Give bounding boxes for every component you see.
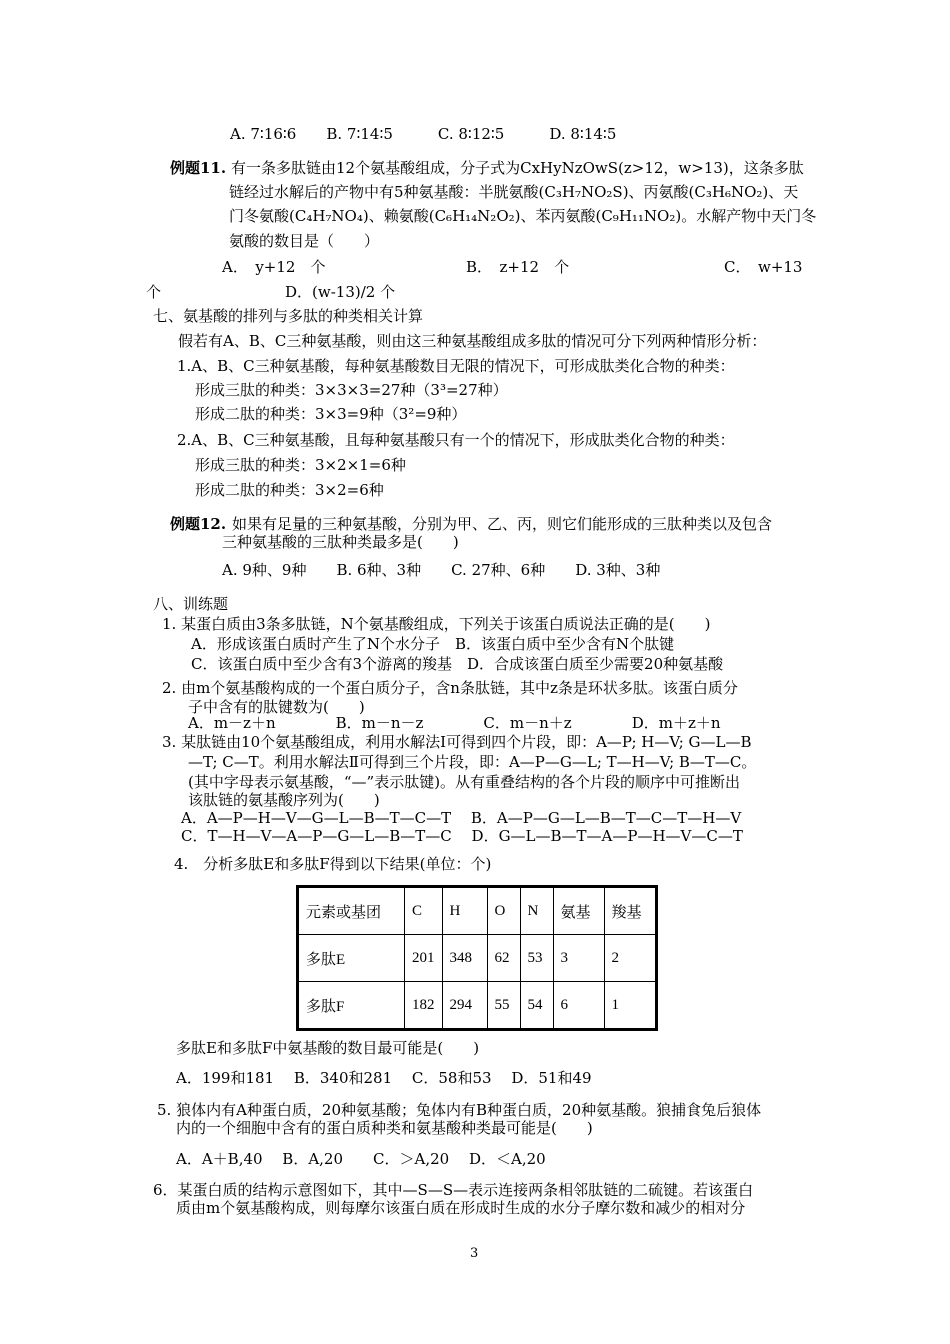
table-header-cell: N: [520, 887, 553, 935]
table-header-cell: 氨基: [553, 887, 604, 935]
example-11-option-b: B． z+12 个: [466, 258, 570, 276]
table-cell: 54: [520, 982, 553, 1030]
q4-stem: 4. 分析多肽E和多肽F得到以下结果(单位：个): [174, 855, 492, 873]
q2-options: A．m－z＋n B．m－n－z C．m－n＋z D．m＋z＋n: [188, 714, 721, 732]
q2-stem-line2: 子中含有的肽键数为( ): [188, 698, 365, 716]
q4-options: A．199和181 B．340和281 C．58和53 D．51和49: [176, 1069, 592, 1087]
table-cell: 62: [487, 935, 520, 982]
section-8-heading: 八、训练题: [153, 595, 229, 613]
section-7-case-2: 2.A、B、C三种氨基酸，且每种氨基酸只有一个的情况下，形成肽类化合物的种类：: [177, 431, 735, 449]
section-7-case-1-tripeptide: 形成三肽的种类：3×3×3=27种（3³=27种）: [195, 381, 508, 399]
table-cell: 55: [487, 982, 520, 1030]
table-cell: 182: [405, 982, 443, 1030]
section-7-heading: 七、氨基酸的排列与多肽的种类相关计算: [153, 307, 424, 325]
table-header-row: [298, 887, 657, 935]
example-12-label: 例题12.: [170, 515, 227, 533]
table-cell: 348: [442, 935, 487, 982]
table-cell: 201: [405, 935, 443, 982]
table-cell: 1: [604, 982, 656, 1030]
q3-stem-line3: (其中字母表示氨基酸，“—”表示肽键)。从有重叠结构的各个片段的顺序中可推断出: [188, 773, 741, 791]
section-7-case-1: 1.A、B、C三种氨基酸，每种氨基酸数目无限的情况下，可形成肽类化合物的种类：: [177, 357, 735, 375]
table-header-cell: H: [442, 887, 487, 935]
example-11-label: 例题11.: [170, 159, 227, 177]
table-row: [298, 935, 657, 982]
q3-options-cd: C．T—H—V—A—P—G—L—B—T—C D．G—L—B—T—A—P—H—V—C—T: [181, 827, 743, 845]
q6-stem-line1: 6．某蛋白质的结构示意图如下，其中—S—S—表示连接两条相邻肽链的二硫键。若该蛋白: [153, 1181, 754, 1199]
table-cell: 3: [553, 935, 604, 982]
q1-stem: 1. 某蛋白质由3条多肽链，N个氨基酸组成，下列关于该蛋白质说法正确的是( ): [162, 615, 711, 633]
q1-options-cd: C．该蛋白质中至少含有3个游离的羧基 D．合成该蛋白质至少需要20种氨基酸: [191, 655, 724, 673]
peptide-composition-table: [296, 885, 658, 1031]
q1-options-ab: A．形成该蛋白质时产生了N个水分子 B．该蛋白质中至少含有N个肽键: [191, 635, 675, 653]
table-header-cell: O: [487, 887, 520, 935]
example-12-options: A. 9种、9种 B. 6种、3种 C. 27种、6种 D. 3种、3种: [222, 561, 661, 579]
table-cell: 多肽E: [298, 935, 405, 982]
table-row: [298, 982, 657, 1030]
q10-options: A. 7∶16∶6 B. 7∶14∶5 C. 8∶12∶5 D. 8∶14∶5: [230, 125, 617, 143]
table-cell: 2: [604, 935, 656, 982]
example-11-line3: 门冬氨酸(C₄H₇NO₄)、赖氨酸(C₆H₁₄N₂O₂)、苯丙氨酸(C₉H₁₁NO₂)。水解产物中天门冬: [229, 207, 817, 225]
table-cell: 多肽F: [298, 982, 405, 1030]
table-cell: 294: [442, 982, 487, 1030]
example-11-option-d: D．(w-13)/2 个: [285, 283, 396, 301]
example-11-line2: 链经过水解后的产物中有5种氨基酸：半胱氨酸(C₃H₇NO₂S)、丙氨酸(C₃H₆NO₂)、天: [229, 183, 799, 201]
table-cell: 6: [553, 982, 604, 1030]
q3-stem-line2: —T; C—T。利用水解法Ⅱ可得到三个片段，即：A—P—G—L; T—H—V; B—T—C。: [188, 753, 757, 771]
table-header-cell: 元素或基团: [298, 887, 405, 935]
example-11-option-c-unit: 个: [146, 283, 162, 301]
q3-stem-line4: 该肽链的氨基酸序列为( ): [188, 791, 380, 809]
example-12-line2: 三种氨基酸的三肽种类最多是( ): [222, 533, 459, 551]
example-11-option-c: C． w+13: [724, 258, 803, 276]
table-header-cell: C: [405, 887, 443, 935]
page-number: 3: [470, 1246, 479, 1261]
q3-stem-line1: 3. 某肽链由10个氨基酸组成，利用水解法Ⅰ可得到四个片段，即：A—P; H—V; G—L—B: [162, 733, 752, 751]
q5-stem-line2: 内的一个细胞中含有的蛋白质种类和氨基酸种类最可能是( ): [176, 1119, 593, 1137]
q5-options: A．A＋B,40 B．A,20 C．＞A,20 D．＜A,20: [176, 1150, 546, 1168]
table-cell: 53: [520, 935, 553, 982]
q2-stem-line1: 2. 由m个氨基酸构成的一个蛋白质分子，含n条肽链，其中z条是环状多肽。该蛋白质分: [162, 679, 738, 697]
table-header-cell: 羧基: [604, 887, 656, 935]
example-11-option-a: A． y+12 个: [222, 258, 326, 276]
q3-options-ab: A．A—P—H—V—G—L—B—T—C—T B．A—P—G—L—B—T—C—T—H—V: [181, 809, 742, 827]
example-12-line1: 如果有足量的三种氨基酸，分别为甲、乙、丙，则它们能形成的三肽种类以及包含: [232, 515, 773, 533]
q4-question: 多肽E和多肽F中氨基酸的数目最可能是( ): [176, 1039, 480, 1057]
example-11-line4: 氨酸的数目是（ ）: [229, 232, 380, 250]
q6-stem-line2: 质由m个氨基酸构成，则每摩尔该蛋白质在形成时生成的水分子摩尔数和减少的相对分: [176, 1199, 746, 1217]
q5-stem-line1: 5. 狼体内有A种蛋白质，20种氨基酸；兔体内有B种蛋白质，20种氨基酸。狼捕食兔后狼体: [157, 1101, 762, 1119]
section-7-case-2-tripeptide: 形成三肽的种类：3×2×1=6种: [195, 456, 406, 474]
example-11-line1: 有一条多肽链由12个氨基酸组成，分子式为CxHyNzOwS(z>12，w>13)，这条多肽: [231, 159, 804, 177]
section-7-case-1-dipeptide: 形成二肽的种类：3×3=9种（3²=9种）: [195, 405, 467, 423]
section-7-case-2-dipeptide: 形成二肽的种类：3×2=6种: [195, 481, 384, 499]
section-7-intro: 假若有A、B、C三种氨基酸，则由这三种氨基酸组成多肽的情况可分下列两种情形分析：: [178, 332, 767, 350]
